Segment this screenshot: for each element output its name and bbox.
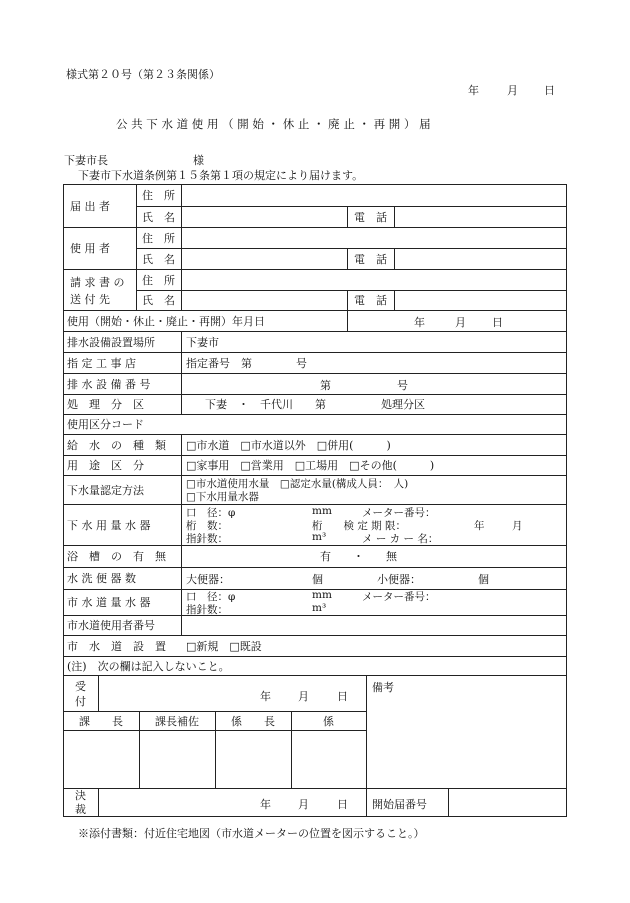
date-day: 日 xyxy=(544,84,555,97)
billing-name-label: 氏 名 xyxy=(142,294,175,307)
billing-label-line2: 送 付 先 xyxy=(70,293,110,306)
meter-diameter: 口 径：φ xyxy=(186,507,236,519)
user-address-label: 住 所 xyxy=(142,231,175,245)
meter-number: メーター番号： xyxy=(362,507,436,519)
form-number: 様式第２０号（第２３条関係） xyxy=(66,68,220,81)
billing-address-label: 住 所 xyxy=(142,273,175,287)
sewage-method-line2: □下水用量水器 xyxy=(186,491,259,503)
city-install-options: □新規 □既設 xyxy=(186,639,262,653)
user-label: 使 用 者 xyxy=(70,242,110,255)
meter-maker: メ ー カ ー 名： xyxy=(362,533,439,545)
usage-date-day: 日 xyxy=(492,316,503,329)
toilet-large: 大便器： xyxy=(186,573,230,586)
decision-month: 月 xyxy=(298,798,309,811)
city-meter-label: 市 水 道 量 水 器 xyxy=(67,596,151,609)
usage-date-month: 月 xyxy=(455,316,466,329)
facility-number-label: 排 水 設 備 番 号 xyxy=(67,377,151,391)
meter-reading-unit: m³ xyxy=(312,531,327,543)
user-name-label: 氏 名 xyxy=(142,252,175,266)
subchief-label: 係 長 xyxy=(231,714,275,728)
addressee: 下妻市長 xyxy=(64,154,108,167)
received-day: 日 xyxy=(337,690,348,703)
billing-label-line1: 請 求 書 の xyxy=(70,276,125,289)
contractor-label: 指 定 工 事 店 xyxy=(67,356,136,370)
billing-phone-label: 電 話 xyxy=(354,294,387,307)
meter-inspection-year: 年 xyxy=(474,520,485,532)
water-supply-options: □市水道 □市水道以外 □併用( ) xyxy=(186,438,391,452)
staff-label: 係 xyxy=(323,714,334,728)
toilet-label: 水 洗 便 器 数 xyxy=(67,572,136,585)
usage-date-year: 年 xyxy=(414,316,425,329)
toilet-small: 小便器： xyxy=(377,573,421,586)
city-meter-reading: 指針数： xyxy=(186,604,228,616)
purpose-label: 用 途 区 分 xyxy=(67,459,144,472)
city-user-number-label: 市水道使用者番号 xyxy=(67,619,155,632)
date-month: 月 xyxy=(507,84,518,97)
drainage-location-value: 下妻市 xyxy=(186,335,219,349)
received-month: 月 xyxy=(298,690,309,703)
toilet-large-unit: 個 xyxy=(312,573,323,586)
date-year: 年 xyxy=(468,84,479,97)
received-year: 年 xyxy=(260,690,271,703)
usage-code-label: 使用区分コード xyxy=(67,418,144,431)
drainage-location-label: 排水設備設置場所 xyxy=(67,335,155,349)
user-phone-label: 電 話 xyxy=(354,252,387,266)
usage-date-label: 使用（開始・休止・廃止・再開）年月日 xyxy=(67,314,265,328)
city-meter-diameter-unit: mm xyxy=(312,589,332,601)
meter-diameter-unit: mm xyxy=(312,505,332,517)
purpose-options: □家事用 □営業用 □工場用 □その他( ) xyxy=(186,459,435,472)
city-meter-diameter: 口 径：φ xyxy=(186,591,236,603)
form-title: 公 共 下 水 道 使 用 （ 開 始 ・ 休 止 ・ 廃 止 ・ 再 開 ） 届 xyxy=(116,117,431,131)
received-label: 受付 xyxy=(75,680,86,708)
applicant-phone-label: 電 話 xyxy=(354,210,387,224)
decision-day: 日 xyxy=(337,798,348,811)
toilet-small-unit: 個 xyxy=(478,573,489,586)
decision-label: 決裁 xyxy=(75,789,86,816)
contractor-value: 指定番号 第 号 xyxy=(186,356,307,370)
treatment-label: 処 理 分 区 xyxy=(67,398,144,411)
chief-label: 課 長 xyxy=(79,714,123,728)
city-meter-number: メーター番号： xyxy=(362,591,436,603)
bath-value: 有 ・ 無 xyxy=(320,550,397,563)
city-meter-reading-unit: m³ xyxy=(312,602,327,614)
meter-inspection-month: 月 xyxy=(512,520,523,532)
applicant-label: 届 出 者 xyxy=(70,199,110,213)
sewage-method-label: 下水量認定方法 xyxy=(67,483,144,497)
meter-reading: 指針数： xyxy=(186,533,228,545)
sewage-method-line1: □市水道使用水量 □認定水量(構成人員： 人) xyxy=(186,478,409,490)
honorific: 様 xyxy=(193,154,204,167)
meter-inspection: 桁 検 定 期 限： xyxy=(312,520,407,532)
applicant-name-label: 氏 名 xyxy=(142,210,175,224)
applicant-address-label: 住 所 xyxy=(142,189,175,202)
decision-year: 年 xyxy=(260,798,271,811)
city-install-label: 市 水 道 設 置 xyxy=(67,639,166,653)
intro-text: 下妻市下水道条例第１５条第１項の規定により届けます。 xyxy=(78,169,364,182)
office-note: (注) 次の欄は記入しないこと。 xyxy=(67,660,230,673)
facility-number-dai: 第 xyxy=(320,379,331,392)
attachment-note: ※添付書類：付近住宅地図（市水道メーターの位置を図示すること。） xyxy=(78,827,425,840)
remarks-label: 備考 xyxy=(372,681,394,694)
facility-number-go: 号 xyxy=(397,379,408,392)
bath-label: 浴 槽 の 有 無 xyxy=(67,550,166,563)
meter-label: 下 水 用 量 水 器 xyxy=(67,518,151,532)
start-number-label: 開始届番号 xyxy=(372,798,427,811)
treatment-value: 下妻 ・ 千代川 第 処理分区 xyxy=(205,398,425,411)
deputy-label: 課長補佐 xyxy=(155,714,199,728)
meter-digits: 桁 数： xyxy=(186,520,228,532)
water-supply-label: 給 水 の 種 類 xyxy=(67,438,166,452)
